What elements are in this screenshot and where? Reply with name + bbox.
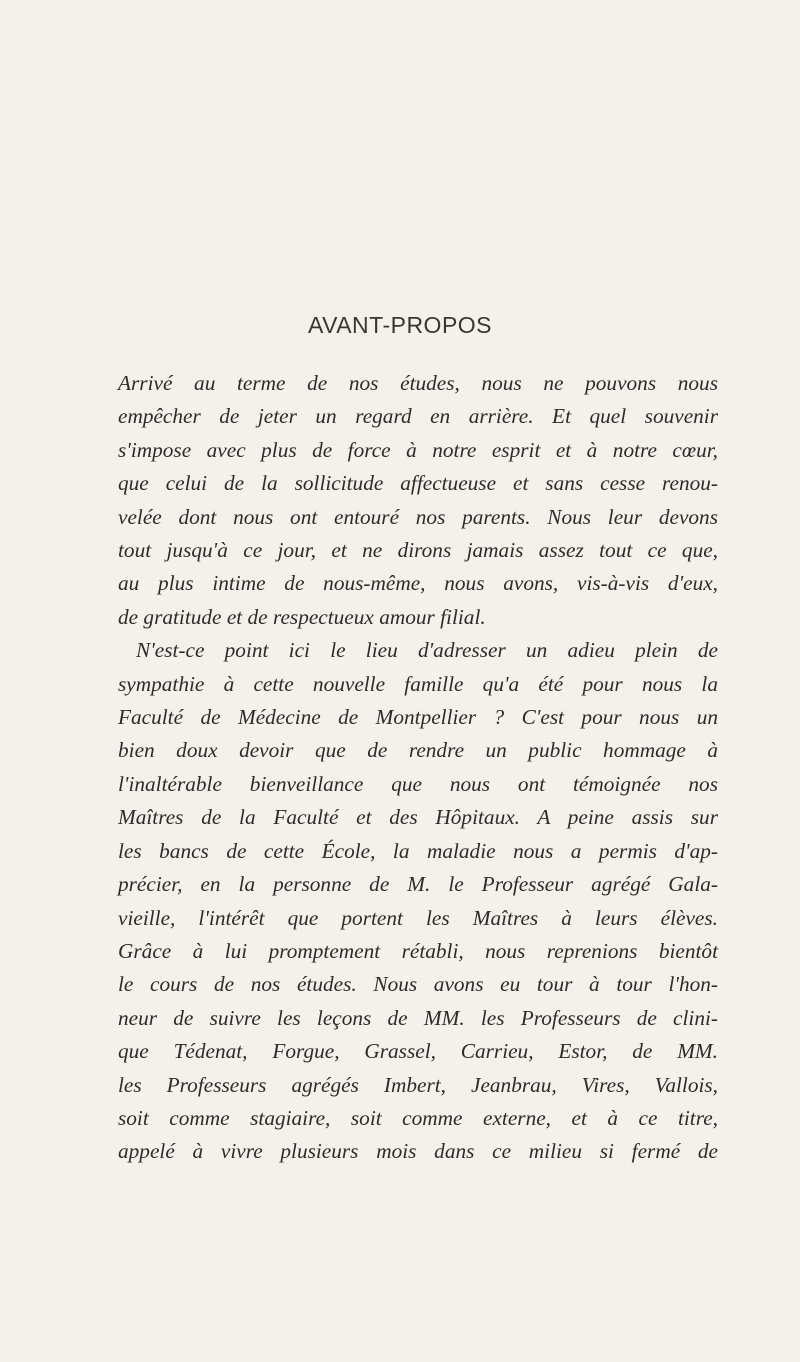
text-line: s'impose avec plus de force à notre esprit et à notre cœur, [118,437,718,462]
text-line: que celui de la sollicitude affectueuse et sans cesse renou- [118,471,718,496]
page-title: AVANT-PROPOS [307,312,493,338]
text-line: les Professeurs agrégés Imbert, Jeanbrau, Vires, Vallois, [118,1072,718,1097]
text-line: Faculté de Médecine de Montpellier ? C'est pour nous un [118,705,718,730]
text-line: le cours de nos études. Nous avons eu tour à tour l'hon- [118,972,718,997]
text-line: de gratitude et de respectueux amour filial. [118,604,486,629]
text-line: neur de suivre les leçons de MM. les Professeurs de clini- [118,1005,718,1030]
text-line: au plus intime de nous-même, nous avons, vis-à-vis d'eux, [118,571,718,596]
text-line: soit comme stagiaire, soit comme externe, et à ce titre, [118,1105,718,1130]
text-line: velée dont nous ont entouré nos parents. Nous leur devons [118,504,718,529]
text-line: que Tédenat, Forgue, Grassel, Carrieu, Estor, de MM. [118,1039,718,1064]
text-line: Grâce à lui promptement rétabli, nous reprenions bientôt [118,938,718,963]
text-line: empêcher de jeter un regard en arrière. Et quel souvenir [118,404,718,429]
body-text [118,367,718,1169]
text-line: N'est-ce point ici le lieu d'adresser un adieu plein de [136,638,718,663]
text-line: tout jusqu'à ce jour, et ne dirons jamais assez tout ce que, [118,538,718,563]
text-line: appelé à vivre plusieurs mois dans ce milieu si fermé de [118,1139,718,1164]
text-line: précier, en la personne de M. le Professeur agrégé Gala- [118,872,718,897]
text-line: Maîtres de la Faculté et des Hôpitaux. A peine assis sur [118,805,718,830]
text-line: Arrivé au terme de nos études, nous ne pouvons nous [118,371,718,395]
text-line: sympathie à cette nouvelle famille qu'a été pour nous la [118,671,718,696]
text-line: vieille, l'intérêt que portent les Maîtres à leurs élèves. [118,905,718,930]
text-line: les bancs de cette École, la maladie nous a permis d'ap- [118,838,718,863]
text-line: l'inaltérable bienveillance que nous ont témoignée nos [118,771,718,796]
text-line: bien doux devoir que de rendre un public hommage à [118,738,718,763]
